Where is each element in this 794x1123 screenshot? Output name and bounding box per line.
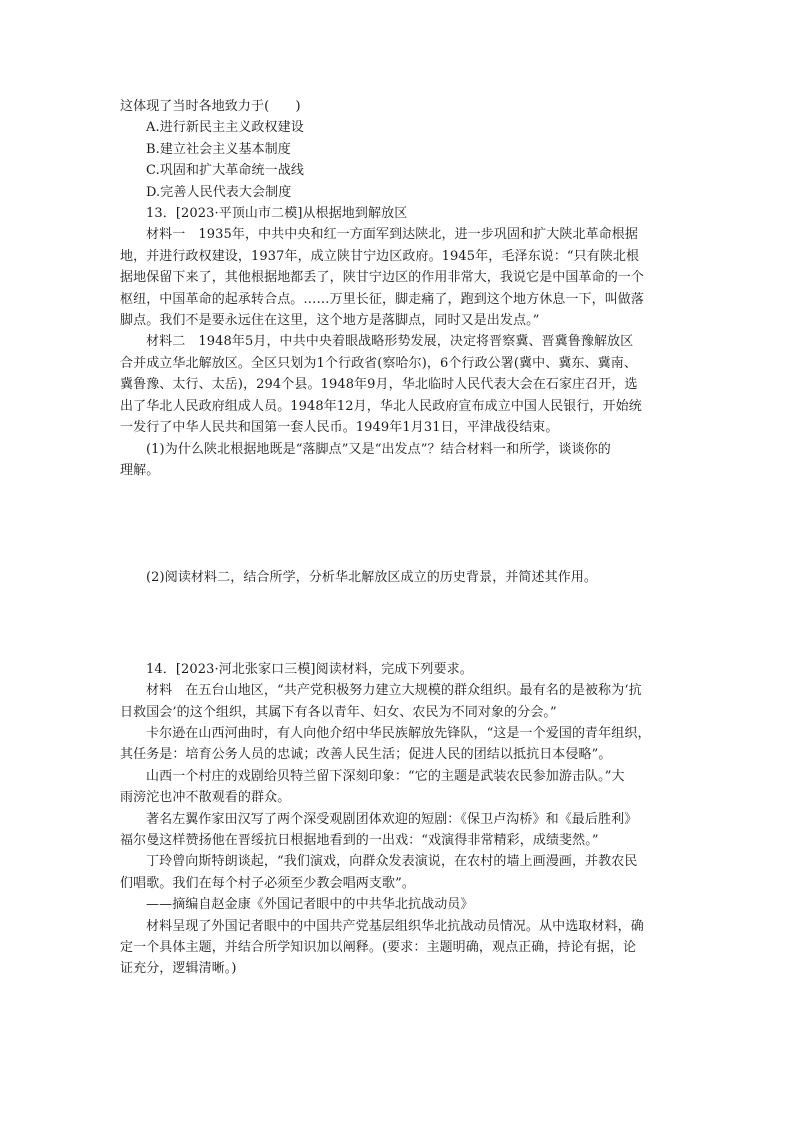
material-source: ——摘编自赵金康《外国记者眼中的中共华北抗战动员》 — [146, 897, 474, 913]
question-13 — [120, 203, 680, 659]
paragraph-line: 其任务是：培育公务人员的忠诚；改善人民生活；促进人民的团结以抵抗日本侵略”。 — [120, 747, 612, 763]
question-14 — [120, 659, 680, 980]
option-a: A.进行新民主主义政权建设 — [146, 120, 304, 136]
document-page — [120, 96, 680, 980]
question-13-header: 13．[2023·平顶山市二模]从根据地到解放区 — [146, 206, 408, 222]
material-paragraph-5 — [120, 851, 680, 894]
paragraph-line: 福尔曼这样赞扬他在晋绥抗日根据地看到的一出戏：“戏演得非常精彩，成绩斐然。” — [120, 832, 599, 848]
material-two-line: 出了华北人民政府组成人员。1948年12月，华北人民政府宣布成立中国人民银行，开始统 — [120, 398, 642, 414]
question-12-stem: 这体现了当时各地致力于( ) — [120, 99, 301, 114]
option-c: C.巩固和扩大革命统一战线 — [146, 163, 304, 179]
sub-question-1 — [120, 439, 680, 482]
sub-question-1-line: 理解。 — [120, 462, 160, 478]
paragraph-line: 著名左翼作家田汉写了两个深受观剧团体欢迎的短剧：《保卫卢沟桥》和《最后胜利》 — [146, 811, 638, 827]
sub-question-2: (2)阅读材料二，结合所学，分析华北解放区成立的历史背景，并简述其作用。 — [146, 570, 598, 586]
material-paragraph-2 — [120, 723, 680, 766]
material-paragraph-1 — [120, 680, 680, 723]
paragraph-line: 卡尔逊在山西河曲时，有人向他介绍中华民族解放先锋队，“这是一个爱国的青年组织， — [146, 725, 651, 741]
task-line: 证充分，逻辑清晰。) — [120, 961, 237, 977]
task-line: 材料呈现了外国记者眼中的中国共产党基层组织华北抗战动员情况。从中选取材料，确 — [146, 918, 644, 934]
material-two-line: 材料二 1948年5月，中共中央着眼战略形势发展，决定将晋察冀、晋冀鲁豫解放区 — [146, 334, 634, 350]
answer-space — [120, 589, 680, 659]
material-one-line: 地，并进行政权建设，1937年，成立陕甘宁边区政府。1945年，毛泽东说：“只有陕北根 — [120, 248, 640, 264]
material-paragraph-4 — [120, 809, 680, 852]
option-b: B.建立社会主义基本制度 — [146, 141, 291, 157]
question-14-task — [120, 916, 680, 980]
paragraph-line: 丁玲曾向斯特朗谈起，“我们演戏，向群众发表演说，在农村的墙上画漫画，并教农民 — [146, 854, 638, 870]
material-two — [120, 331, 680, 438]
material-one-line: 材料一 1935年，中共中央和红一方面军到达陕北，进一步巩固和扩大陕北革命根据 — [146, 227, 638, 243]
question-12 — [120, 96, 680, 203]
material-two-line: 一发行了中华人民共和国第一套人民币。1949年1月31日，平津战役结束。 — [120, 420, 559, 436]
paragraph-line: 山西一个村庄的戏剧给贝特兰留下深刻印象：“它的主题是武装农民参加游击队。”大 — [146, 768, 625, 784]
material-one-line: 枢纽，中国革命的起承转合点。……万里长征，脚走痛了，跑到这个地方休息一下，叫做落 — [120, 291, 645, 307]
material-two-line: 合并成立华北解放区。全区只划为1个行政省(察哈尔)，6个行政公署(冀中、冀东、冀南、 — [120, 355, 637, 371]
material-two-line: 冀鲁豫、太行、太岳)，294个县。1948年9月，华北临时人民代表大会在石家庄召开，选 — [120, 377, 638, 393]
paragraph-line: 们唱歌。我们在每个村子必须至少教会唱两支歌”。 — [120, 875, 415, 891]
material-one-line: 脚点。我们不是要永远住在这里，这个地方是落脚点，同时又是出发点。” — [120, 313, 540, 329]
paragraph-line: 雨滂沱也冲不散观看的群众。 — [120, 790, 291, 806]
task-line: 定一个具体主题，并结合所学知识加以阐释。(要求：主题明确，观点正确，持论有据，论 — [120, 940, 637, 955]
material-paragraph-3 — [120, 766, 680, 809]
sub-question-1-line: (1)为什么陕北根据地既是“落脚点”又是“出发点”？结合材料一和所学，谈谈你的 — [146, 441, 611, 457]
material-one — [120, 224, 680, 331]
paragraph-line: 材料 在五台山地区，“共产党积极努力建立大规模的群众组织。最有名的是被称为‘抗 — [146, 683, 642, 699]
option-d: D.完善人民代表大会制度 — [146, 184, 292, 200]
answer-space — [120, 481, 680, 567]
question-14-header: 14．[2023·河北张家口三模]阅读材料，完成下列要求。 — [146, 661, 473, 677]
paragraph-line: 日救国会’的这个组织，其属下有各以青年、妇女、农民为不同对象的分会。” — [120, 704, 557, 720]
material-one-line: 据地保留下来了，其他根据地都丢了，陕甘宁边区的作用非常大，我说它是中国革命的一个 — [120, 270, 645, 286]
